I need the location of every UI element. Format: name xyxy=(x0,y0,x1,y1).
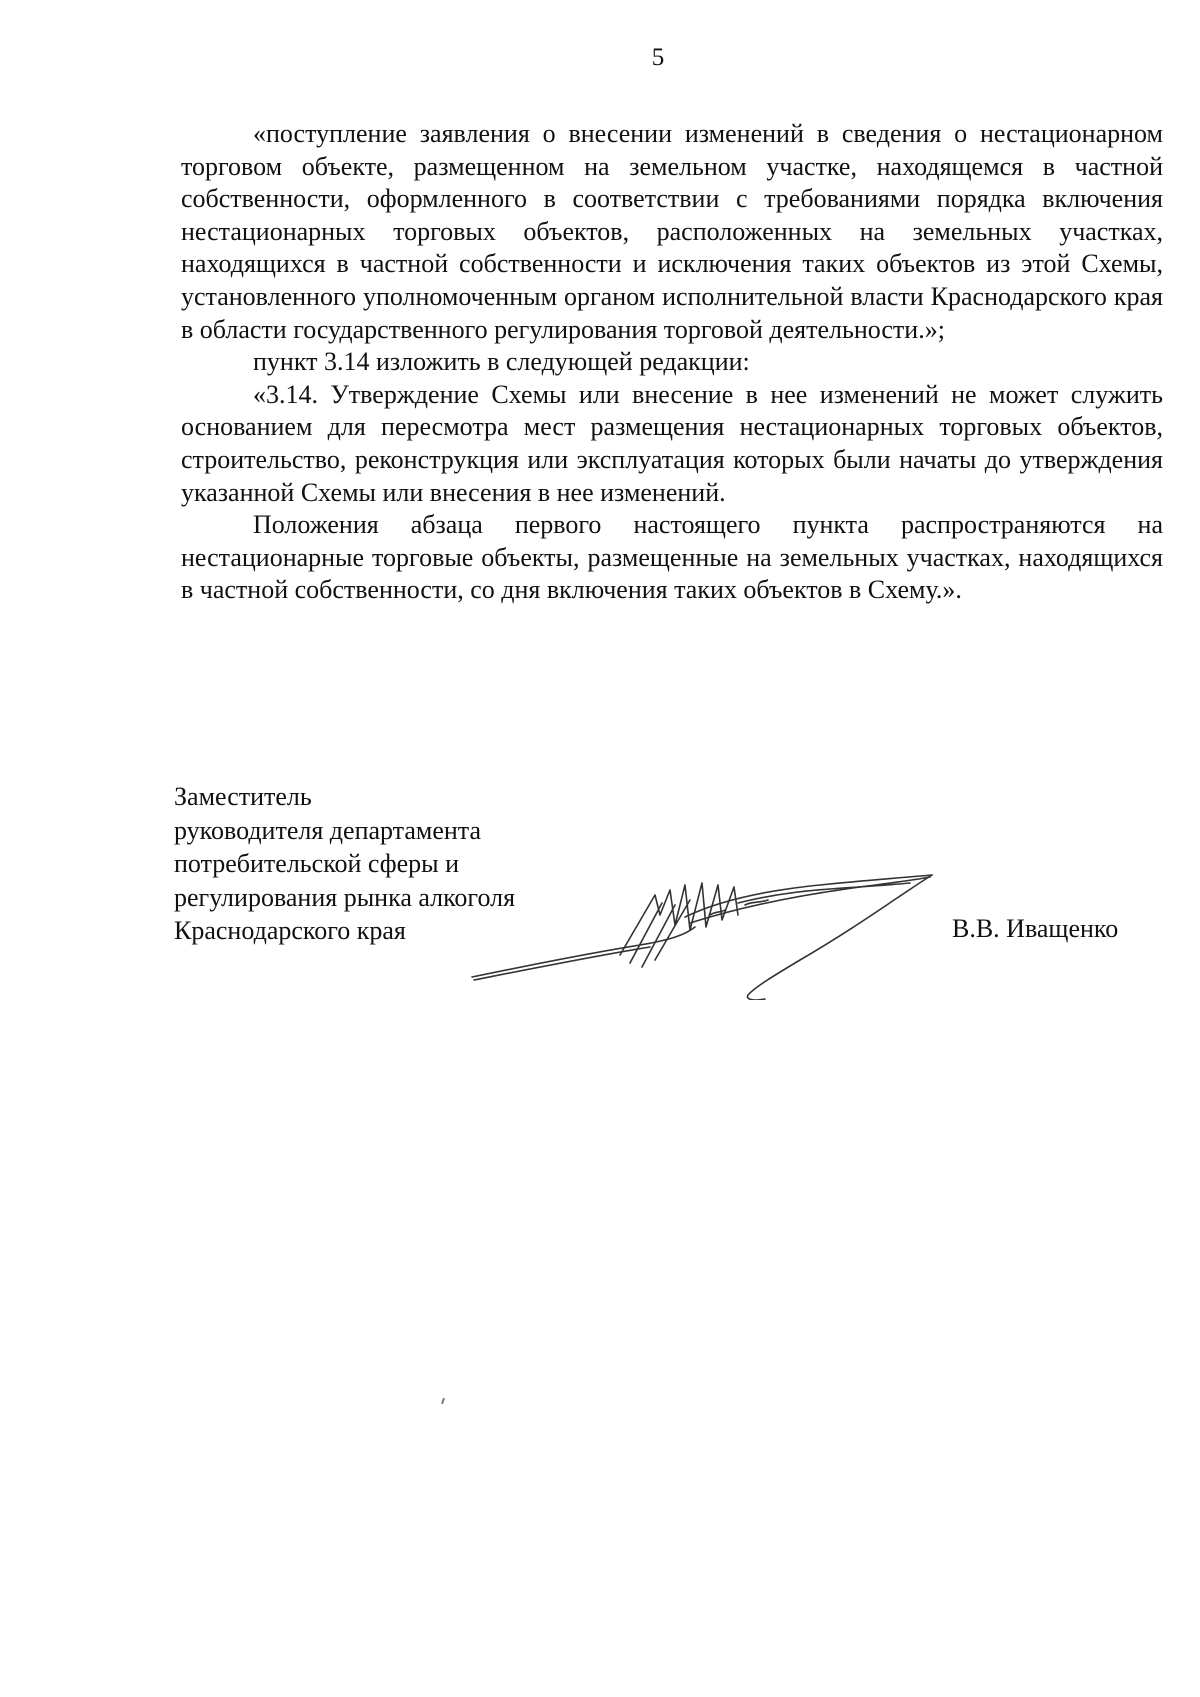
signer-position-line: Краснодарского края xyxy=(174,916,406,945)
paragraph: «3.14. Утверждение Схемы или внесение в нее изменений не может служить основанием для пересмотра мест размещения нестационарных торговых объектов, строительство, реконструкция или эксплуатация которых были начаты до утверждения указанной Схемы или внесения в нее изменений. xyxy=(181,379,1163,507)
signer-position-line: регулирования рынка алкоголя xyxy=(174,882,516,912)
document-body xyxy=(181,118,1163,607)
scan-speck xyxy=(441,1398,445,1404)
signer-name: В.В. Иващенко xyxy=(952,914,1119,943)
paragraph: Положения абзаца первого настоящего пункта распространяются на нестационарные торговые объекты, размещенные на земельных участках, находящихся в частной собственности, со дня включения таких объектов в Схему.». xyxy=(181,510,1163,605)
signer-position-line: Заместитель xyxy=(174,782,312,811)
page-number: 5 xyxy=(651,44,665,71)
signer-position-line: руководителя департамента xyxy=(174,815,482,845)
signer-position-line: потребительской сферы и xyxy=(174,849,460,878)
paragraph: «поступление заявления о внесении изменений в сведения о нестационарном торговом объекте, размещенном на земельном участке, находящемся в частной собственности, оформленного в соответствии с требованиями порядка включения нестационарных торговых объектов, расположенных на земельных участках, находящихся в частной собственности и исключения таких объектов из этой Схемы, установленного уполномоченным органом исполнительной власти Краснодарского края в области государственного регулирования торговой деятельности.»; xyxy=(181,119,1163,344)
handwritten-signature xyxy=(470,855,990,1000)
paragraph: пункт 3.14 изложить в следующей редакции: xyxy=(253,347,750,377)
